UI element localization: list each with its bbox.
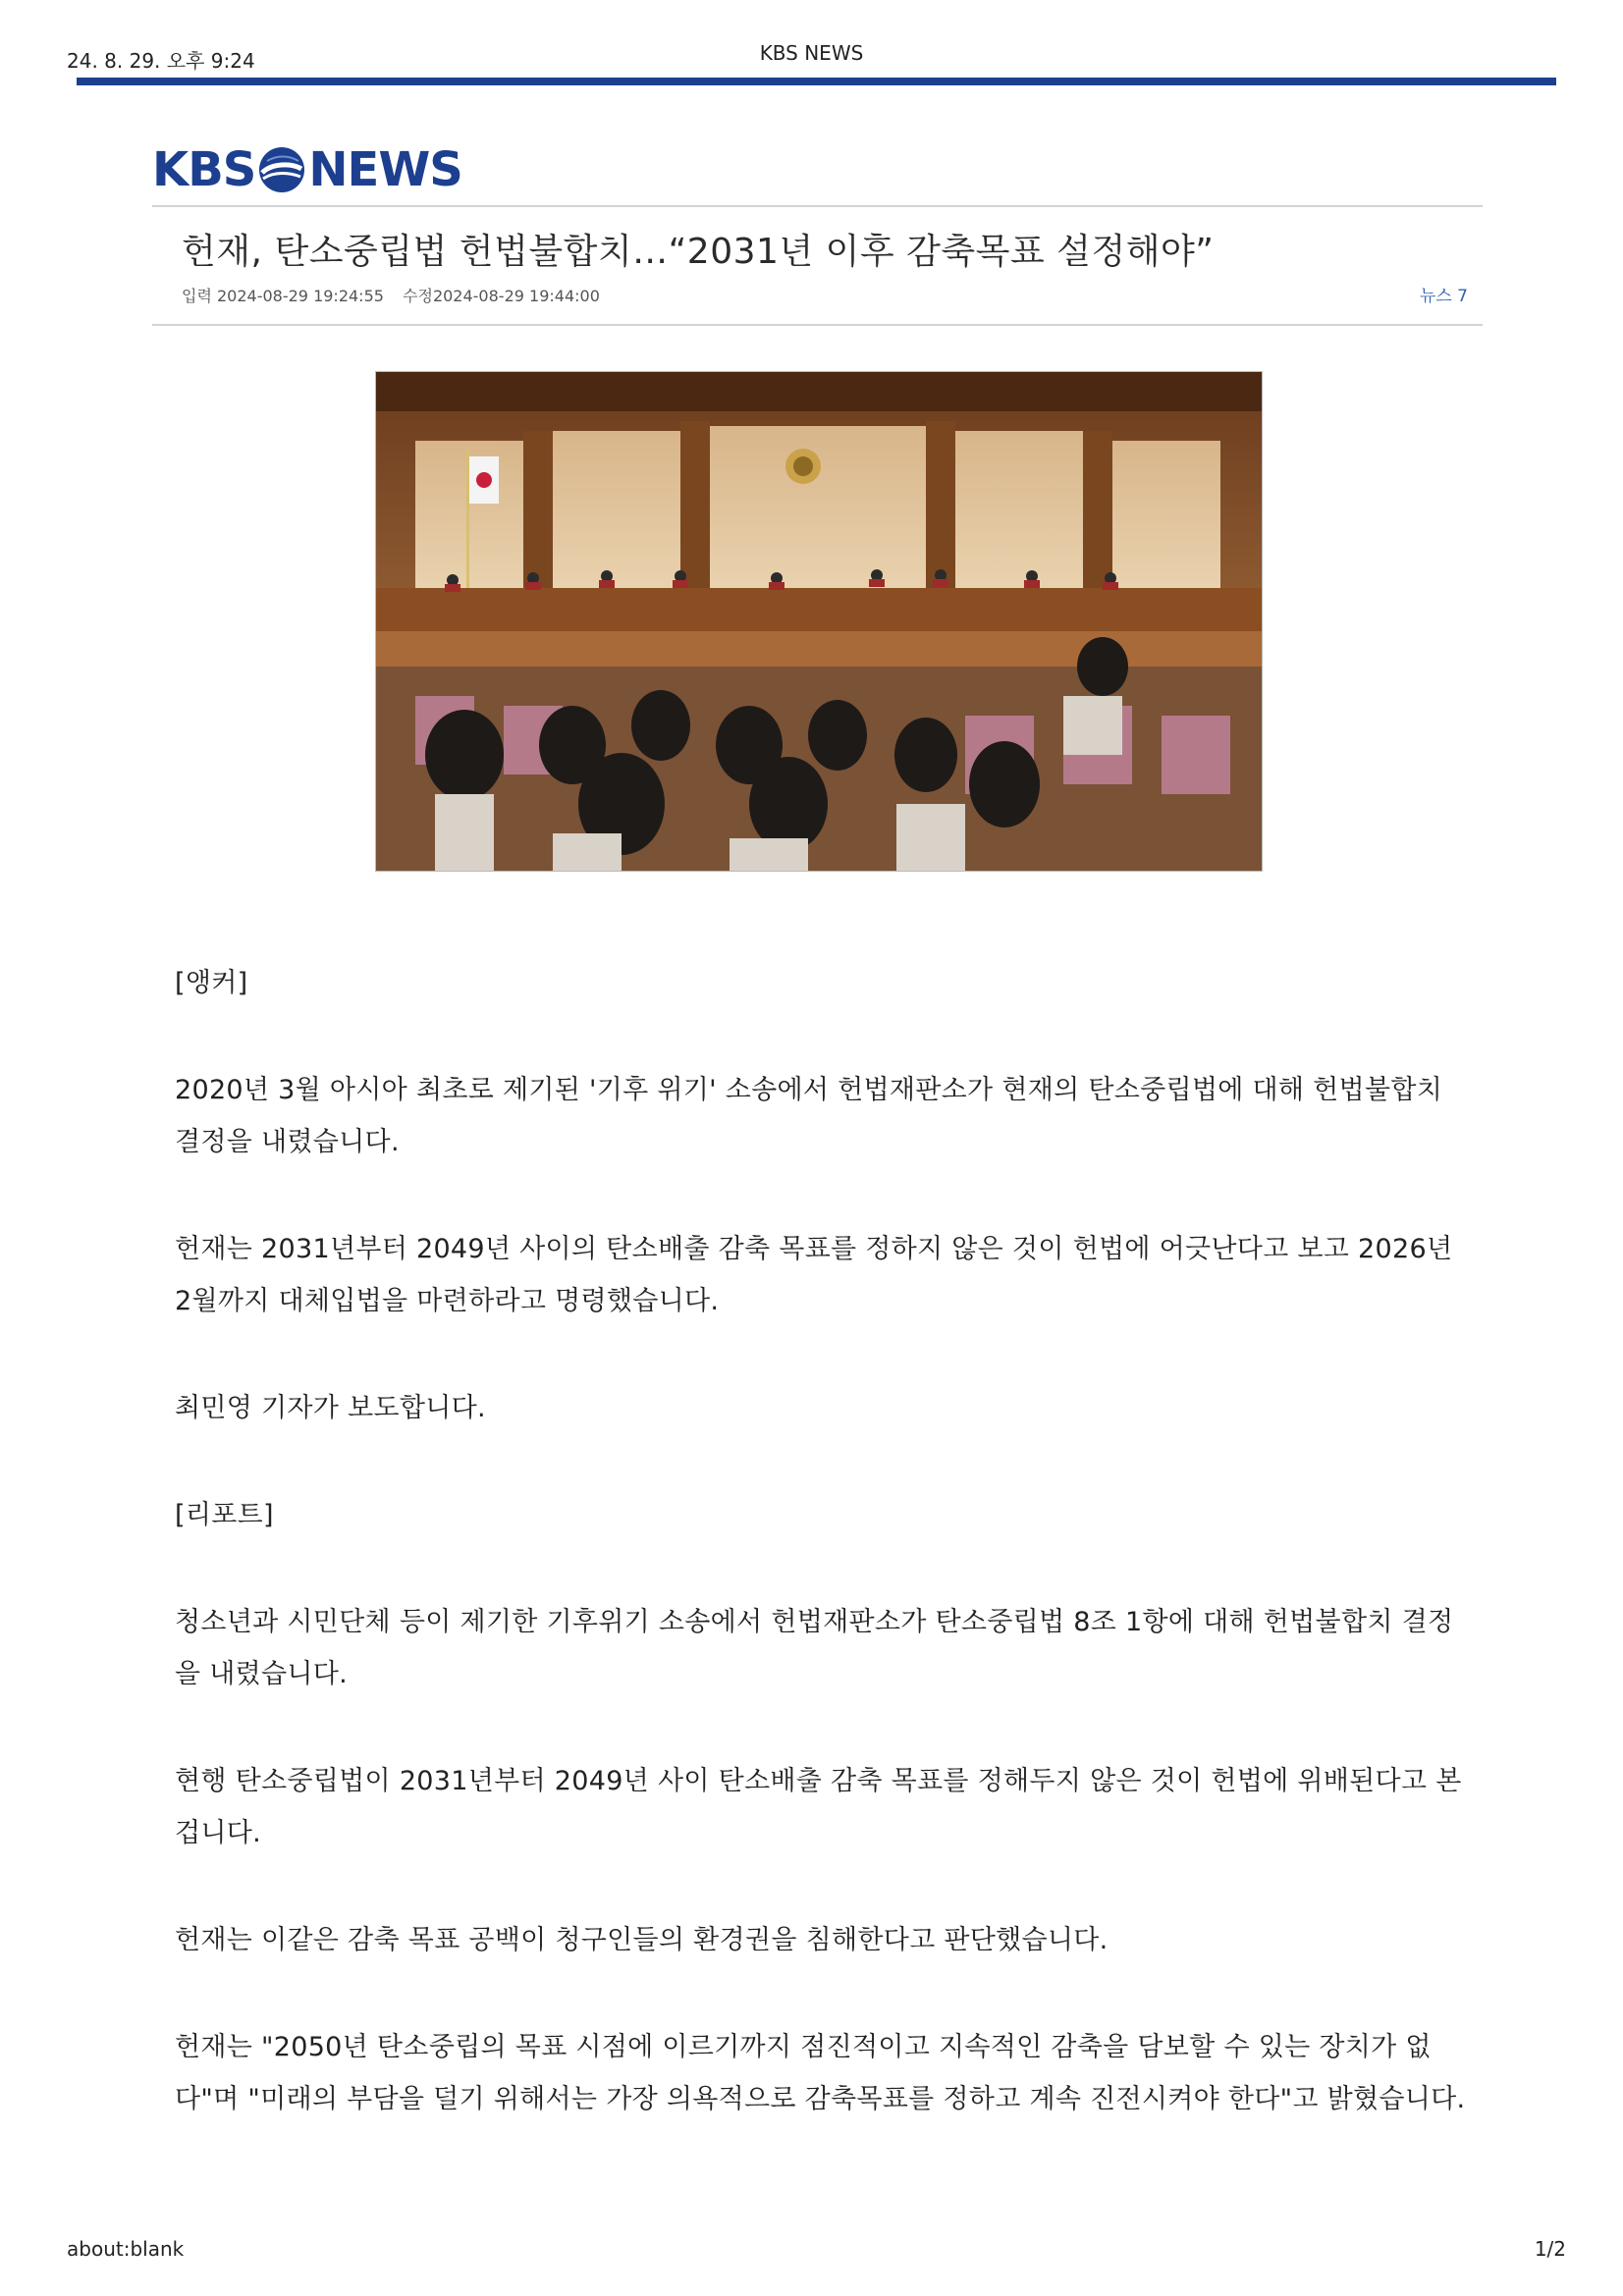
article-paragraph: 2020년 3월 아시아 최초로 제기된 '기후 위기' 소송에서 헌법재판소가 현재의 탄소중립법에 대해 헌법불합치 결정을 내렸습니다. (175, 1075, 1443, 1157)
published-time: 입력 2024-08-29 19:24:55 (182, 287, 384, 305)
headline-divider (152, 324, 1483, 326)
article-headline: 헌재, 탄소중립법 헌법불합치…“2031년 이후 감축목표 설정해야” (182, 232, 1215, 272)
print-page-number: 1/2 (1534, 2237, 1566, 2261)
program-link[interactable]: 뉴스 7 (1419, 287, 1468, 306)
article-body (175, 957, 1471, 2125)
article-paragraph: 헌재는 2031년부터 2049년 사이의 탄소배출 감축 목표를 정하지 않은 것이 헌법에 어긋난다고 보고 2026년 2월까지 대체입법을 마련하라고 명령했습니다. (175, 1234, 1453, 1316)
globe-icon (257, 145, 306, 194)
courtroom-illustration (376, 372, 1262, 871)
logo-news-text: NEWS (308, 142, 462, 197)
modified-time: 수정2024-08-29 19:44:00 (403, 287, 600, 305)
header-bar (77, 78, 1556, 85)
print-page-title: KBS NEWS (759, 41, 864, 65)
article-paragraph: [리포트] (175, 1500, 274, 1530)
article-paragraph: 청소년과 시민단체 등이 제기한 기후위기 소송에서 헌법재판소가 탄소중립법 8조 1항에 대해 헌법불합치 결정을 내렸습니다. (175, 1607, 1454, 1689)
article-paragraph: 헌재는 "2050년 탄소중립의 목표 시점에 이르기까지 점진적이고 지속적인 감축을 담보할 수 있는 장치가 없다"며 "미래의 부담을 덜기 위해서는 가장 의욕적으로 감축목표를 정하고 계속 진전시켜야 한다"고 밝혔습니다. (175, 2032, 1466, 2114)
print-url: about:blank (67, 2237, 185, 2261)
article-paragraph: 현행 탄소중립법이 2031년부터 2049년 사이 탄소배출 감축 목표를 정해두지 않은 것이 헌법에 위배된다고 본 겁니다. (175, 1766, 1462, 1848)
header-divider (152, 205, 1483, 207)
article-paragraph: 헌재는 이같은 감축 목표 공백이 청구인들의 환경권을 침해한다고 판단했습니다. (175, 1925, 1109, 1955)
article-meta (182, 284, 614, 306)
kbs-news-logo[interactable] (152, 143, 462, 196)
article-paragraph: 최민영 기자가 보도합니다. (175, 1393, 486, 1423)
logo-kbs-text: KBS (152, 142, 256, 197)
print-date: 24. 8. 29. 오후 9:24 (67, 49, 255, 73)
courtroom-photo (375, 371, 1263, 872)
article-paragraph: [앵커] (175, 968, 248, 998)
